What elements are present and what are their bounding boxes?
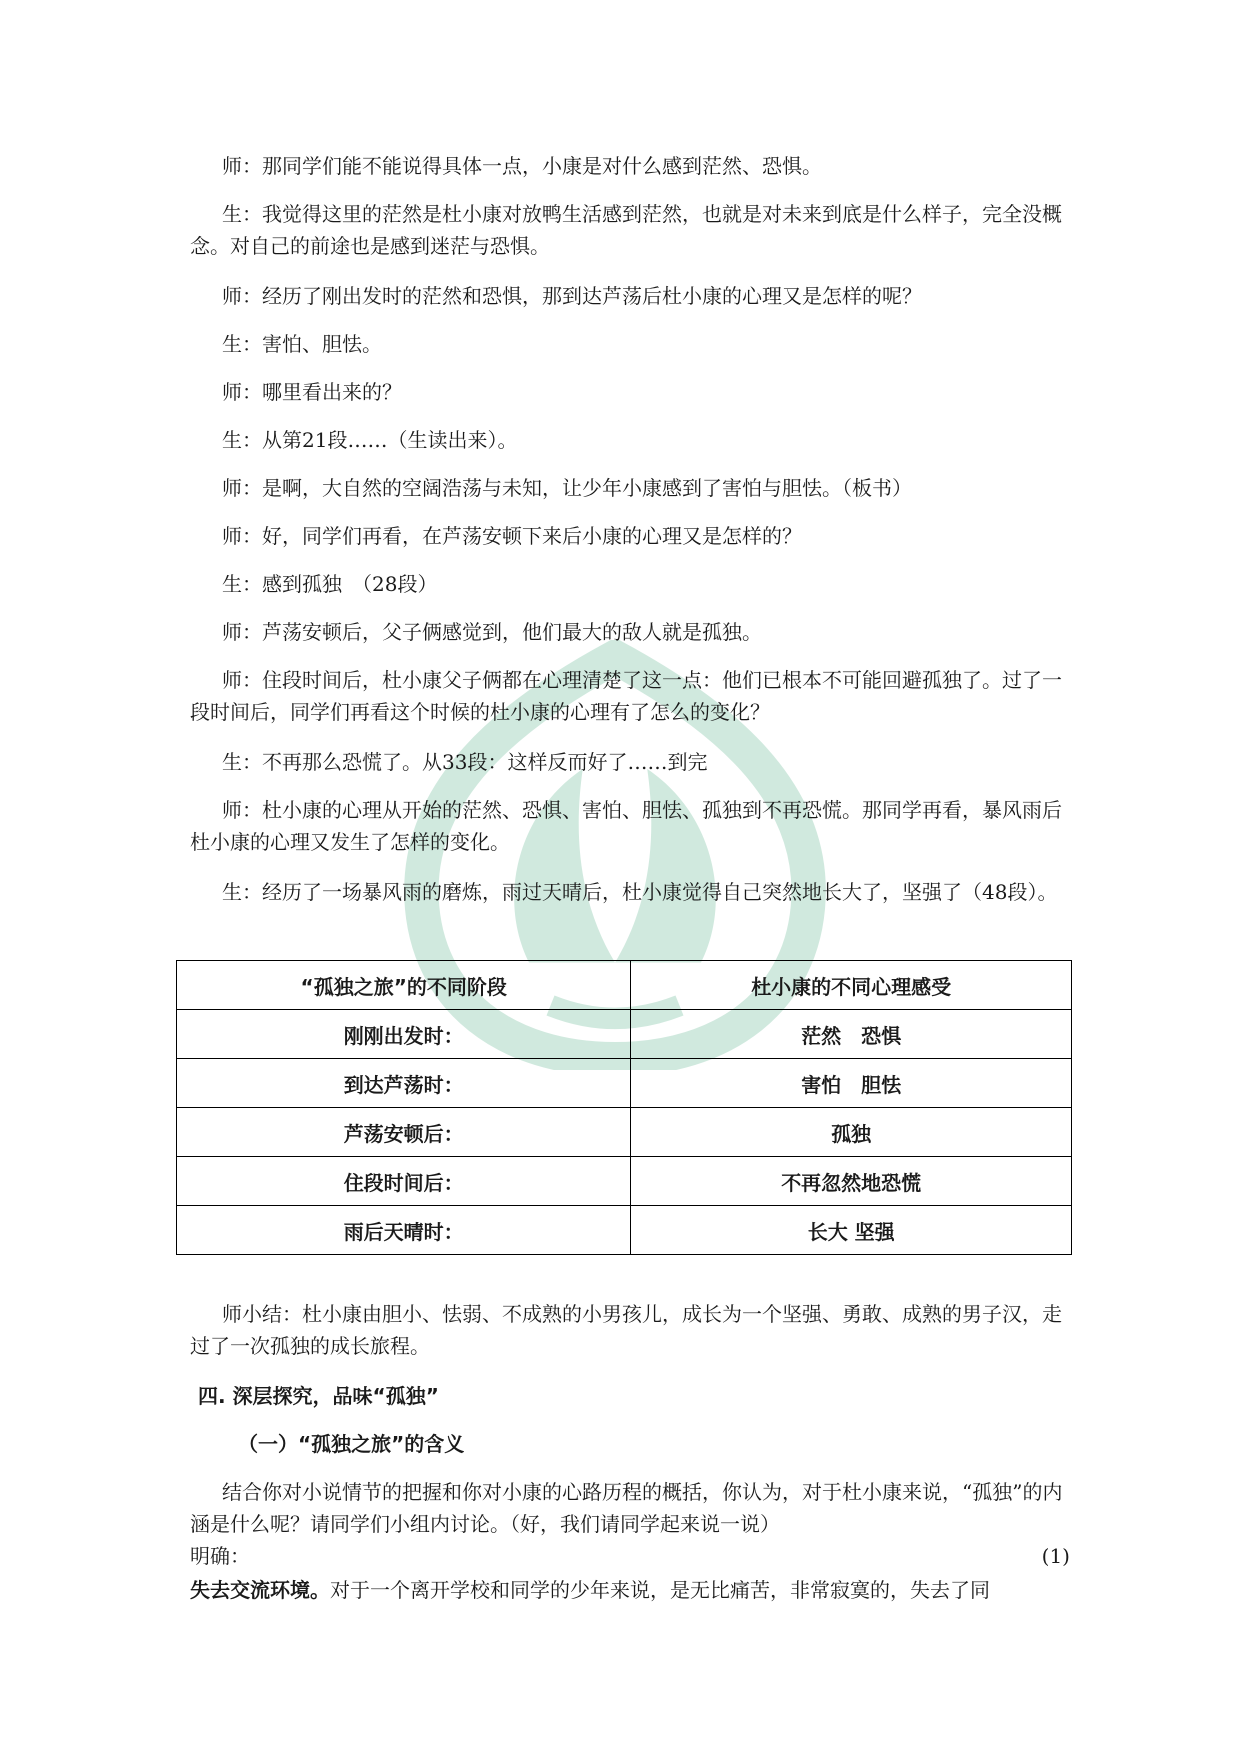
table-row — [177, 1206, 1072, 1255]
paragraph-teacher-7: 师：住段时间后，杜小康父子俩都在心理清楚了这一点：他们已根本不可能回避孤独了。过了一段时间后，同学们再看这个时候的杜小康的心理有了怎么的变化？ — [190, 668, 1062, 724]
paragraph-student-4: 生：感到孤独 （28段） — [222, 572, 438, 596]
discussion-prompt: 结合你对小说情节的把握和你对小康的心路历程的概括，你认为，对于杜小康来说，“孤独”的内涵是什么呢？请同学们小组内讨论。（好，我们请同学起来说一说） — [190, 1480, 1063, 1536]
table-header-feeling: 杜小康的不同心理感受 — [631, 961, 1072, 1010]
table-row — [177, 1108, 1072, 1157]
table-cell-stage: 刚刚出发时： — [177, 1010, 631, 1059]
table-row — [177, 1157, 1072, 1206]
paragraph-teacher-4: 师：是啊，大自然的空阔浩荡与未知，让少年小康感到了害怕与胆怯。（板书） — [222, 476, 912, 500]
clarify-number: (1) — [1041, 1544, 1070, 1568]
table-cell-stage: 雨后天晴时： — [177, 1206, 631, 1255]
point-one-title: 失去交流环境。 — [190, 1578, 330, 1602]
section-heading: 四. 深层探究，品味“孤独” — [198, 1384, 439, 1408]
paragraph-student-5: 生：不再那么恐慌了。从33段：这样反而好了……到完 — [222, 750, 708, 774]
point-one-text: 对于一个离开学校和同学的少年来说，是无比痛苦，非常寂寞的，失去了同 — [330, 1578, 990, 1602]
table-row — [177, 1010, 1072, 1059]
paragraph-teacher-3: 师：哪里看出来的？ — [222, 380, 402, 404]
clarify-label: 明确： — [190, 1544, 250, 1568]
table-cell-feeling: 害怕 胆怯 — [631, 1059, 1072, 1108]
subsection-heading: （一）“孤独之旅”的含义 — [238, 1432, 465, 1456]
table-cell-feeling: 不再忽然地恐慌 — [631, 1157, 1072, 1206]
clarify-line — [190, 1540, 1070, 1572]
paragraph-student-1: 生：我觉得这里的茫然是杜小康对放鸭生活感到茫然，也就是对未来到底是什么样子，完全没概念。对自己的前途也是感到迷茫与恐惧。 — [190, 202, 1062, 258]
table-cell-stage: 住段时间后： — [177, 1157, 631, 1206]
table-cell-feeling: 长大 坚强 — [631, 1206, 1072, 1255]
paragraph-teacher-1: 师：那同学们能不能说得具体一点，小康是对什么感到茫然、恐惧。 — [222, 154, 822, 178]
table-cell-stage: 芦荡安顿后： — [177, 1108, 631, 1157]
paragraph-teacher-6: 师：芦荡安顿后，父子俩感觉到，他们最大的敌人就是孤独。 — [222, 620, 762, 644]
teacher-summary: 师小结：杜小康由胆小、怯弱、不成熟的小男孩儿，成长为一个坚强、勇敢、成熟的男子汉，走过了一次孤独的成长旅程。 — [190, 1302, 1062, 1358]
table-cell-stage: 到达芦荡时： — [177, 1059, 631, 1108]
paragraph-teacher-2: 师：经历了刚出发时的茫然和恐惧，那到达芦荡后杜小康的心理又是怎样的呢？ — [222, 284, 922, 308]
table-cell-feeling: 孤独 — [631, 1108, 1072, 1157]
table-header-stage: “孤独之旅”的不同阶段 — [177, 961, 631, 1010]
paragraph-student-2: 生：害怕、胆怯。 — [222, 332, 382, 356]
paragraph-teacher-8: 师：杜小康的心理从开始的茫然、恐惧、害怕、胆怯、孤独到不再恐慌。那同学再看，暴风雨后杜小康的心理又发生了怎样的变化。 — [190, 798, 1062, 854]
paragraph-student-3: 生：从第21段……（生读出来）。 — [222, 428, 518, 452]
table-cell-feeling: 茫然 恐惧 — [631, 1010, 1072, 1059]
table-row — [177, 1059, 1072, 1108]
table-header-row — [177, 961, 1072, 1010]
point-one — [190, 1574, 1070, 1606]
paragraph-teacher-5: 师：好，同学们再看，在芦荡安顿下来后小康的心理又是怎样的？ — [222, 524, 802, 548]
paragraph-student-6: 生：经历了一场暴风雨的磨炼，雨过天晴后，杜小康觉得自己突然地长大了，坚强了（48段）。 — [222, 880, 1058, 904]
stages-table — [176, 960, 1072, 1255]
